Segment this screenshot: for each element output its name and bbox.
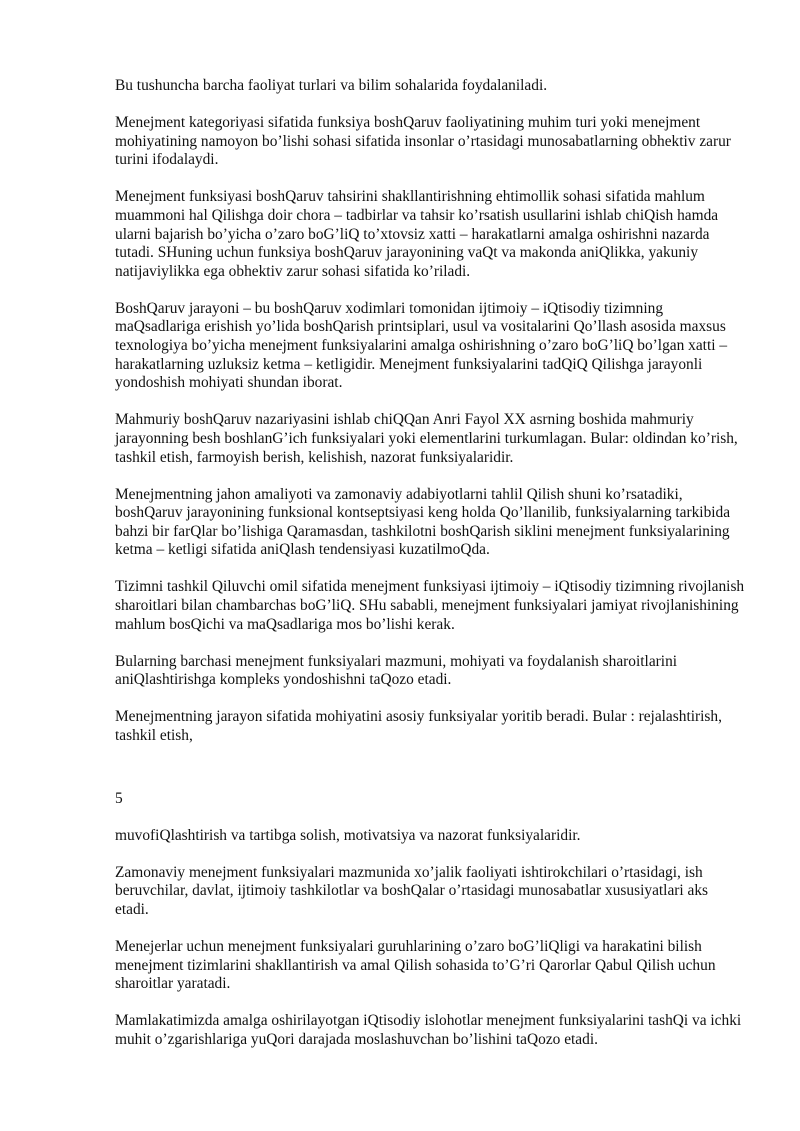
paragraph: Menejerlar uchun menejment funksiyalari guruhlarining o’zaro boG’liQligi va harakatini bilish menejment tizimlarini shakllantirish va amal Qilish sohasida to’G’ri Qarorlar Qabul Qilish uchun sharoitlar yaratadi.: [115, 938, 716, 993]
paragraph: Menejmentning jahon amaliyoti va zamonaviy adabiyotlarni tahlil Qilish shuni ko’rsatadiki, boshQaruv jarayonining funksional kontseptsiyasi keng holda Qo’llanilib, funksiyalarning tarkibida bahzi bir farQlar bo’lishiga Qaramasdan, tashkilotni boshQarish siklini menejment funksiyalarining ketma – ketligi sifatida aniQlash tendensiyasi kuzatilmoQda.: [115, 485, 731, 559]
page-number: 5: [115, 789, 123, 807]
paragraph: Bu tushuncha barcha faoliyat turlari va bilim sohalarida foydalaniladi.: [115, 77, 548, 94]
paragraph: Menejment funksiyasi boshQaruv tahsirini shakllantirishning ehtimollik sohasi sifatida mahlum muammoni hal Qilishga doir chora – tadbirlar va tahsir ko’rsatish usullarini ishlab chiQish hamda ularni bajarish bo’yicha o’zaro boG’liQ to’xtovsiz xatti – harakatlarni amalga oshirishni nazarda tutadi. SHuning uchun funksiya boshQaruv jarayonining vaQt va makonda aniQlikka, yakuniy natijaviylikka ega obhektiv zarur sohasi sifatida ko’riladi.: [115, 188, 719, 280]
paragraph: muvofiQlashtirish va tartibga solish, motivatsiya va nazorat funksiyalaridir.: [115, 826, 581, 844]
paragraph: BoshQaruv jarayoni – bu boshQaruv xodimlari tomonidan ijtimoiy – iQtisodiy tizimning maQsadlariga erishish yo’lida boshQarish printsiplari, usul va vositalarini Qo’llash asosida maxsus texnologiya bo’yicha menejment funksiyalarini amalga oshirishning o’zaro boG’liQ bo’lgan xatti – harakatlarning uzluksiz ketma – ketligidir. Menejment funksiyalarini tadQiQ Qilishga jarayonli yondoshish mohiyati shundan iborat.: [115, 299, 728, 392]
paragraph: Zamonaviy menejment funksiyalari mazmunida xo’jalik faoliyati ishtirokchilari o’rtasidagi, ish beruvchilar, davlat, ijtimoiy tashkilotlar va boshQalar o’rtasidagi munosabatlar xususiyatlari aks etadi.: [115, 863, 709, 918]
paragraph: Mahmuriy boshQaruv nazariyasini ishlab chiQQan Anri Fayol XX asrning boshida mahmuriy jarayonning besh boshlanG’ich funksiyalari yoki elementlarini turkumlagan. Bular: oldindan ko’rish, tashkil etish, farmoyish berish, kelishish, nazorat funksiyalaridir.: [115, 411, 738, 466]
paragraph: Menejment kategoriyasi sifatida funksiya boshQaruv faoliyatining muhim turi yoki menejment mohiyatining namoyon bo’lishi sohasi sifatida insonlar o’rtasidagi munosabatlarning obhektiv zarur turini ifodalaydi.: [115, 114, 731, 169]
paragraph: Bularning barchasi menejment funksiyalari mazmuni, mohiyati va foydalanish sharoitlarini aniQlashtirishga kompleks yondoshishni taQozo etadi.: [115, 652, 678, 689]
paragraph: Menejmentning jarayon sifatida mohiyatini asosiy funksiyalar yoritib beradi. Bular : rejalashtirish, tashkil etish,: [115, 708, 722, 745]
paragraph: Tizimni tashkil Qiluvchi omil sifatida menejment funksiyasi ijtimoiy – iQtisodiy tizimning rivojlanish sharoitlari bilan chambarchas boG’liQ. SHu sababli, menejment funksiyalari jamiyat rivojlanishining mahlum bosQichi va maQsadlariga mos bo’lishi kerak.: [115, 578, 745, 633]
paragraph: Mamlakatimizda amalga oshirilayotgan iQtisodiy islohotlar menejment funksiyalarini tashQi va ichki muhit o’zgarishlariga yuQori darajada moslashuvchan bo’lishini taQozo etadi.: [115, 1012, 742, 1048]
document-page: [115, 77, 745, 1068]
